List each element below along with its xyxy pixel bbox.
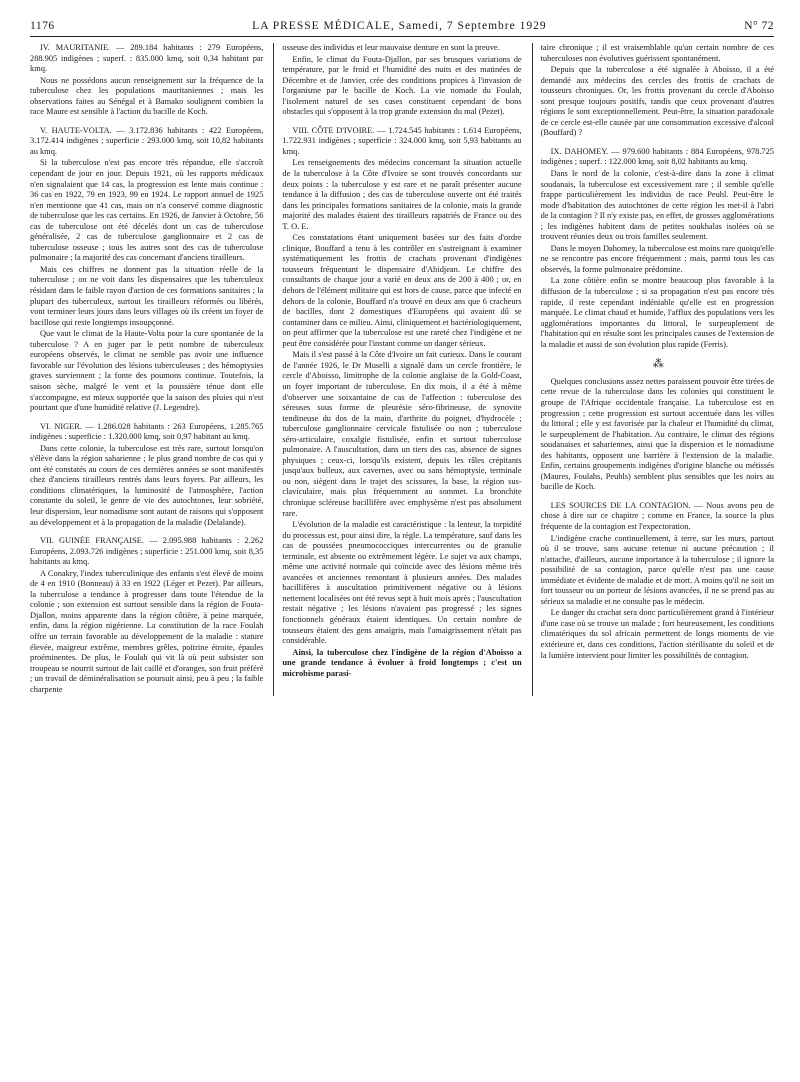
section-heading-paragraph: IX. DAHOMEY. — 979.600 habitants : 884 Européens, 978.725 indigènes ; superf. : 122.000 kmq, soit 8,02 habitants au kmq.: [540, 146, 774, 167]
section-separator-stars: ⁂: [652, 358, 662, 371]
paragraph: IV. MAURITANIE. — 289.184 habitants : 279 Européens, 288.905 indigènes ; superf. : 835.000 kmq, soit 0,34 habitant par kmq.: [30, 43, 264, 74]
column-2: [273, 43, 521, 696]
paragraph: Dans cette colonie, la tuberculose est très rare, surtout lorsqu'on s'élève dans la région saharienne ; le plus grand nombre de cas qui y ont été constatés au cours de ces dernières années se sont manifestés chez d'anciens tirailleurs rentrés dans leurs foyers. Par ailleurs, les conditions climatériques, la luminosité de l'atmosphère, l'action constante du soleil, le genre de vie des autochtones, leur sobriété, leur dispersion, leur nomadisme sont autant de raisons qui s'opposent au développement et à la propagation de la maladie (Delalande).: [30, 443, 264, 527]
section-heading-paragraph: VII. GUINÉE FRANÇAISE. — 2.095.988 habitants : 2.262 Européens, 2.093.726 indigènes ; superficie : 251.000 kmq, soit 8,35 habitants au kmq.: [30, 536, 264, 567]
paragraph: Que vaut le climat de la Haute-Volta pour la cure spontanée de la tuberculose ? A en juger par le petit nombre de tuberculeux européens observés, le climat ne semble pas avoir une influence favorable sur l'évolution des lésions tuberculeuses ; des hémoptysies graves surviennent ; la fonte des poumons continue. Toutefois, la saison sèche, malgré le vent et la poussière ténue dont elle s'accompagne, est mieux supportée que la saison des pluies qui n'est pourtant que d'une humidité relative (J. Legendre).: [30, 329, 264, 413]
journal-title: LA PRESSE MÉDICALE, Samedi, 7 Septembre 1929: [252, 20, 547, 32]
section-heading-paragraph: VI. NIGER. — 1.286.028 habitants : 263 Européens, 1.285.765 indigènes : superficie : 1.320.000 kmq, soit 0,97 habitant au kmq.: [30, 421, 264, 442]
paragraph: Si la tuberculose n'est pas encore très répandue, elle s'accroît cependant de jour en jour. Depuis 1921, où les rapports médicaux n'en signalaient que 14 cas, la progression est lente mais continue : 36 cas en 1922, 79 en 1923, 99 en 1924. Le rapport annuel de 1925 n'en mentionne que 41 cas, mais on n'a conservé comme diagnostic de tuberculose que les cas certains. En 1926, de Janvier à Octobre, 56 cas de tuberculose ont été décelés dont un cas de tuberculose généralisée, 2 cas de tuberculose ganglionnaire et 2 cas de tuberculose osseuse ; tous les autres sont des cas de tuberculose pulmonaire ; la majorité des cas concernant d'anciens tirailleurs.: [30, 158, 264, 263]
paragraph: Depuis que la tuberculose a été signalée à Aboisso, il a été demandé aux médecins des cercles des frottis de crachats de tousseurs chroniques. Or, les frottis provenant du cercle d'Aboisso sont presque toujours positifs, tandis que ceux provenant d'autres régions le sont exceptionnellement. Peut-être, la situation paradoxale de ce cercle est-elle causée par une consommation excessive d'alcool (Bouffard) ?: [540, 65, 774, 138]
paragraph: L'indigène crache continuellement, à terre, sur les murs, partout où il se trouve, sans aucune retenue ni aucune précaution ; il n'attache, d'ailleurs, aucune importance à la tuberculose ; il ignore la possibilité de sa contagion, parce qu'elle n'est pas une cause immédiate et évidente de maladie et de mort. A moins qu'il ne soit un fort tousseur ou un porteur de lésions avancées, il ne se prend pas au sérieux sa maladie et ne consulte pas le médecin.: [540, 533, 774, 606]
paragraph: Dans le moyen Dahomey, la tuberculose est moins rare quoiqu'elle ne se rencontre pas encore fréquemment ; mais, parmi tous les cas observés, la forme pulmonaire prédomine.: [540, 243, 774, 274]
section-heading-paragraph: VIII. CÔTE D'IVOIRE. — 1.724.545 habitants : 1.614 Européens, 1.722.931 indigènes ; superficie : 324.000 kmq, soit 5,93 habitants au kmq.: [282, 125, 522, 156]
page-header: [30, 20, 774, 37]
paragraph: taire chronique ; il est vraisemblable qu'un certain nombre de ces tuberculoses non évolutives guérissent spontanément.: [540, 43, 774, 63]
section-heading-paragraph: LES SOURCES DE LA CONTAGION. — Nous avons peu de chose à dire sur ce chapitre ; comme en France, la source la plus fréquente de la contagion est l'expectoration.: [540, 500, 774, 531]
paragraph: Mais il s'est passé à la Côte d'Ivoire un fait curieux. Dans le courant de l'année 1926, le Dr Muselli a signalé dans un cercle frontière, le cercle d'Aboisso, limitrophe de la colonie anglaise de la Gold-Coast, un foyer important de tuberculose. En dix mois, il a été à même d'observer une soixantaine de cas de l'affection : tuberculose des séreuses sous forme de pleurésie séro-fibrineuse, de synovite tendineuse du dos de la main, d'arthrite du poignet, d'hydrocèle ; tuberculose ganglionnaire cervicale fistulisée ou non ; tuberculose séro-articulaire, coxalgie fistulisée, enfin et surtout tuberculose pulmonaire. A l'auscultation, dans un tiers des cas, absence de signes physiques ; ceux-ci, lorsqu'ils existent, depuis les râles crépitants jusqu'aux bulleux, aux cavernes, avec ou sans hémoptysie, terminale ou non, siègent dans le trajet des scissures, la base, la région sus-claviculaire, mais plus fréquemment au sommet. La bronchite chronique scléreuse bacillifère avec emphysème n'est pas absolument rare.: [282, 350, 522, 518]
paragraph: A Conakry, l'index tuberculinique des enfants s'est élevé de moins de 4 en 1910 (Bonneau) à 33 en 1922 (Léger et Pezet). Par ailleurs, la tuberculose a tendance à progresser dans toute l'étendue de la colonie ; son extension est surtout sensible dans la région de Fouta-Djallon, moins apparente dans la région côtière, à peine marquée, enfin, dans la région nigérienne. La constitution de la race Foulah offre un terrain favorable au développement de la maladie : stature élevée, maigreur extrême, membres grêles, poitrine étroite, épaules proéminentes. De plus, le Foulah qui vit là où peut subsister son troupeau se nourrit surtout de lait caillé et d'oranges, son fruit préféré ; un travail de déminéralisation se poursuit ainsi, peu à peu ; la faible charpente: [30, 568, 264, 694]
column-1: [30, 43, 263, 696]
paragraph: Ainsi, la tuberculose chez l'indigène de la région d'Aboisso a une grande tendance à évoluer à froid longtemps ; c'est un microbisme parasi-: [282, 647, 522, 678]
paragraph: Enfin, le climat du Fouta-Djallon, par ses brusques variations de température, par le froid et l'humidité des nuits et des matinées de Décembre et de Janvier, crée des conditions propices à l'invasion de l'organisme par le bacille de Koch. La vie nomade du Foulah, l'isolement naturel de ses cases constituent cependant de bons obstacles qui s'opposent à la trop grande extension du mal (Pezet).: [282, 54, 522, 117]
paragraph: L'évolution de la maladie est caractéristique : la lenteur, la torpidité du processus est, pour ainsi dire, la règle. La température, sauf dans les cas de poussées pneumococciques intercurrentes ou de granulie terminale, est absente ou extrêmement légère. Le sujet va aux champs, même une activité normale qui coïncide avec des lésions même très avancées et anciennes remontant à plusieurs années. Des malades bacillifères à auscultation primitivement négative ou à lésions nettement localisées ont été revus sept à huit mois après ; l'auscultation restait négative ; les lésions n'avaient pas progressé ; les signes fonctionnels généraux étaient identiques. Un certain nombre de tousseurs étaient des gens amaigris, mais l'amaigrissement n'était pas considérable.: [282, 520, 522, 646]
paragraph: Mais ces chiffres ne donnent pas la situation réelle de la tuberculose ; on ne voit dans les dispensaires que les tuberculeux résidant dans le faible rayon d'action de ces formations sanitaires ; la plupart des tuberculeux, surtout les tirailleurs réformés ou libérés, vont terminer leurs jours dans leurs villages où ils créent un foyer de bacillose qui reste longtemps insoupçonné.: [30, 264, 264, 327]
paragraph: osseuse des individus et leur mauvaise denture en sont la preuve.: [282, 43, 500, 52]
paragraph: La zone côtière enfin se montre beaucoup plus favorable à la diffusion de la tuberculose ; si sa propagation n'est pas encore très rapide, il reste cependant indéniable qu'elle est en progression marquée. Le climat chaud et humide, l'afflux des populations vers les agglomérations importantes du littoral, le surpeuplement de l'habitation qui en résulte sont les principales causes de l'extension de la maladie et aussi de son évolution plus rapide (Ferris).: [540, 276, 774, 349]
text-columns: [30, 43, 774, 696]
paragraph: Nous ne possédons aucun renseignement sur la fréquence de la tuberculose chez les populations mauritaniennes ; mais les observations faites au Sénégal et à Bamako soulignent combien la race Maure est sensible à l'action du bacille de Koch.: [30, 75, 264, 117]
section-heading-paragraph: V. HAUTE-VOLTA. — 3.172.836 habitants : 422 Européens, 3.172.414 indigènes ; superficie : 293.000 kmq, soit 10,82 habitants au kmq.: [30, 125, 264, 156]
paragraph: Quelques conclusions assez nettes paraissent pouvoir être tirées de cette revue de la tuberculose dans les colonies qui constituent le groupe de l'Afrique occidentale française. La tuberculose est en progression ; cette progression est surtout accentuée dans les villes du littoral ; elle y est favorisée par la chaleur et l'humidité du climat, le surpeuplement de l'habitation. Au contraire, le climat des régions soudanaises et sahariennes, ainsi que la dispersion et le nomadisme des habitants, opposent une barrière à l'extension de la maladie. Enfin, certains groupements indigènes d'origine blanche ou métissés (Maures, Foulahs, Peuhls) semblent plus sensibles que les noirs au bacille de Koch.: [540, 376, 774, 492]
paragraph: Ces constatations étant uniquement basées sur des faits d'ordre clinique, Bouffard a tenu à les contrôler en s'astreignant à examiner systématiquement les frottis de crachats provenant d'indigènes tousseurs fréquentant le dispensaire d'Abidjean. Le chiffre des consultants de chaque jour a varié en deux ans de 200 à 400 ; or, en dehors de l'élément militaire qui est hors de cause, parce que infecté en dehors de la colonie, Bouffard n'a trouvé en deux ans que 6 cracheurs de bacilles, dont 2 domestiques d'Européens qui avaient dû se contaminer dans ce milieu. Ainsi, cliniquement et bactériologiquement, on peut affirmer que la tuberculose est une rareté chez l'indigène et ne peut être considérée pour l'instant comme un danger sérieux.: [282, 233, 522, 348]
paragraph: Dans le nord de la colonie, c'est-à-dire dans la zone à climat soudanais, la tuberculose est excessivement rare ; il semble qu'elle frappe particulièrement les individus de race Peuhl. Peut-être le mode d'habitation des autochtones de cette région les met-il à l'abri de la contagion ? Il n'y existe pas, en effet, de grosses agglomérations ; les indigènes habitent dans de petites soukhalas isolées où se trouvent réunies deux ou trois familles seulement.: [540, 169, 774, 242]
column-3: [532, 43, 774, 696]
paragraph: Les renseignements des médecins concernant la situation actuelle de la tuberculose à la Côte d'Ivoire se sont trouvés concordants sur deux points : la tuberculose y est rare et ne paraît présenter aucune tendance à la diffusion ; des cas de tuberculose ouverte ont été traités dans les principales formations sanitaires de la colonie, mais la grande majorité des malades étaient des tirailleurs rapatriés de France ou des T. O. E.: [282, 158, 522, 231]
issue-number: N° 72: [744, 20, 774, 32]
paragraph: Le danger du crachat sera donc particulièrement grand à l'intérieur d'une case où se trouve un malade ; fort heureusement, les conditions climatériques du sol africain permettent de longs moments de vie extérieure et, dans ces conditions, l'action stérilisante du soleil et de la lumière intervient pour limiter les possibilités de contagion.: [540, 608, 774, 660]
page-number: 1176: [30, 20, 55, 32]
